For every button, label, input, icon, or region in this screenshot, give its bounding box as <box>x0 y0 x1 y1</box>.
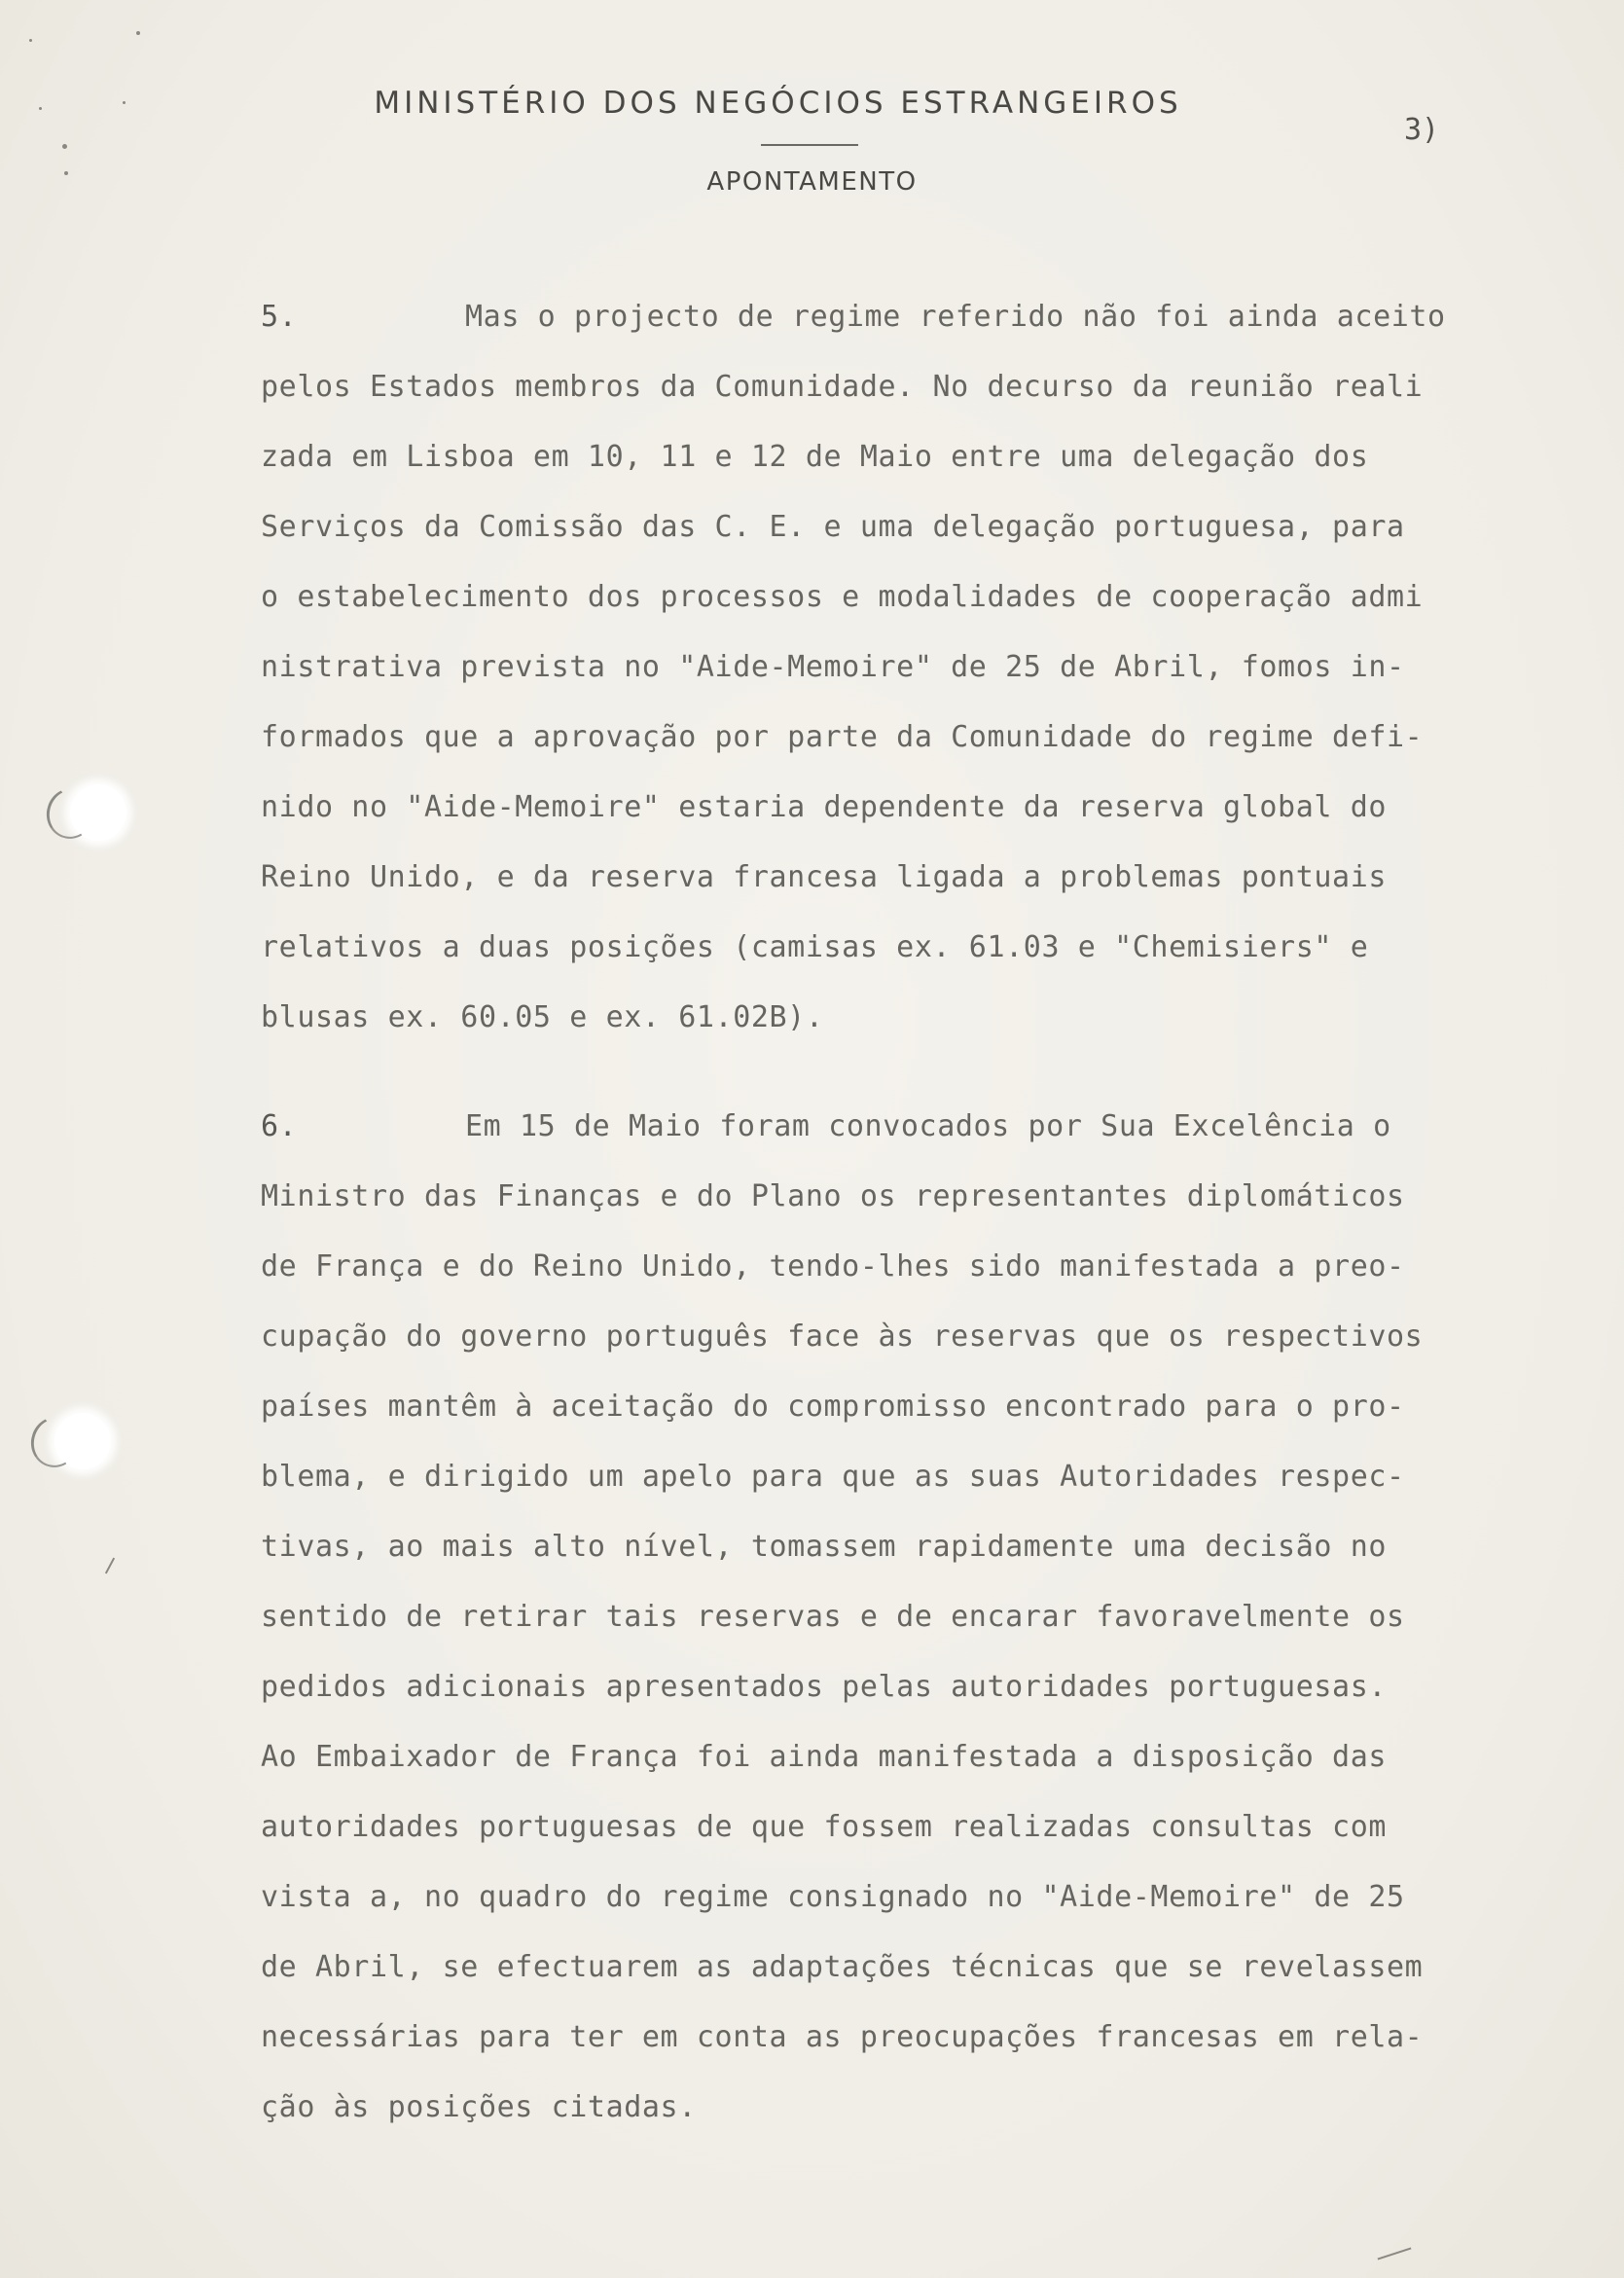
punch-hole <box>54 1413 111 1469</box>
paragraph-line: Reino Unido, e da reserva francesa ligada a problemas pontuais <box>261 860 1388 894</box>
ink-mark <box>1378 2247 1412 2260</box>
paragraph-number: 5. <box>261 300 298 334</box>
paper-speck <box>29 39 32 42</box>
paragraph-line: autoridades portuguesas de que fossem realizadas consultas com <box>261 1810 1388 1844</box>
paragraph-line: relativos a duas posições (camisas ex. 61.03 e "Chemisiers" e <box>261 930 1369 964</box>
line-text: Em 15 de Maio foram convocados por Sua Excelência o <box>465 1109 1391 1143</box>
paragraph-5 <box>261 282 1550 1053</box>
ministry-letterhead <box>0 86 1624 121</box>
paragraph-line <box>261 282 1550 352</box>
paragraph-line: blema, e dirigido um apelo para que as suas Autoridades respec- <box>261 1460 1405 1494</box>
paper-speck <box>39 107 42 110</box>
paragraph-line: vista a, no quadro do regime consignado no "Aide-Memoire" de 25 <box>261 1880 1405 1914</box>
paragraph-line: Serviços da Comissão das C. E. e uma delegação portuguesa, para <box>261 510 1405 544</box>
paragraph-line: o estabelecimento dos processos e modalidades de cooperação admi <box>261 580 1424 614</box>
paragraph-line: de Abril, se efectuarem as adaptações técnicas que se revelassem <box>261 1950 1424 1984</box>
paper-scratch <box>105 1558 115 1574</box>
paper-speck <box>64 171 68 175</box>
page-number: 3) <box>1404 113 1440 147</box>
paragraph-number: 6. <box>261 1109 298 1143</box>
paragraph-line: Ministro das Finanças e do Plano os representantes diplomáticos <box>261 1179 1405 1213</box>
paragraph-line: pedidos adicionais apresentados pelas autoridades portuguesas. <box>261 1670 1388 1704</box>
paragraph-line: nistrativa prevista no "Aide-Memoire" de 25 de Abril, fomos in- <box>261 650 1405 684</box>
paragraph-line: ção às posições citadas. <box>261 2090 697 2124</box>
paragraph-line: zada em Lisboa em 10, 11 e 12 de Maio entre uma delegação dos <box>261 440 1369 474</box>
paragraph-line: blusas ex. 60.05 e ex. 61.02B). <box>261 1000 824 1034</box>
paragraph-line: formados que a aprovação por parte da Comunidade do regime defi- <box>261 720 1424 754</box>
paper-speck <box>136 31 140 35</box>
paragraph-line: necessárias para ter em conta as preocupações francesas em rela- <box>261 2020 1424 2054</box>
paper-speck <box>62 144 67 149</box>
paragraph-6 <box>261 1092 1550 2143</box>
line-text: Mas o projecto de regime referido não foi ainda aceito <box>465 300 1446 334</box>
paragraph-line <box>261 1092 1550 1162</box>
paragraph-line: pelos Estados membros da Comunidade. No decurso da reunião reali <box>261 370 1424 404</box>
paragraph-line: nido no "Aide-Memoire" estaria dependente da reserva global do <box>261 790 1388 824</box>
ministry-name: MINISTÉRIO DOS NEGÓCIOS ESTRANGEIROS <box>374 86 1182 121</box>
paragraph-line: Ao Embaixador de França foi ainda manifestada a disposição das <box>261 1740 1388 1774</box>
paragraph-line: de França e do Reino Unido, tendo-lhes sido manifestada a preo- <box>261 1249 1405 1284</box>
header-rule <box>761 144 858 146</box>
paragraph-line: países mantêm à aceitação do compromisso encontrado para o pro- <box>261 1390 1405 1424</box>
punch-hole <box>70 784 126 841</box>
paragraph-line: tivas, ao mais alto nível, tomassem rapidamente uma decisão no <box>261 1530 1388 1564</box>
paragraph-line: cupação do governo português face às reservas que os respectivos <box>261 1320 1424 1354</box>
document-type <box>0 167 1624 197</box>
paragraph-line: sentido de retirar tais reservas e de encarar favoravelmente os <box>261 1600 1405 1634</box>
document-type-label: APONTAMENTO <box>706 167 918 197</box>
paper-speck <box>123 101 126 104</box>
